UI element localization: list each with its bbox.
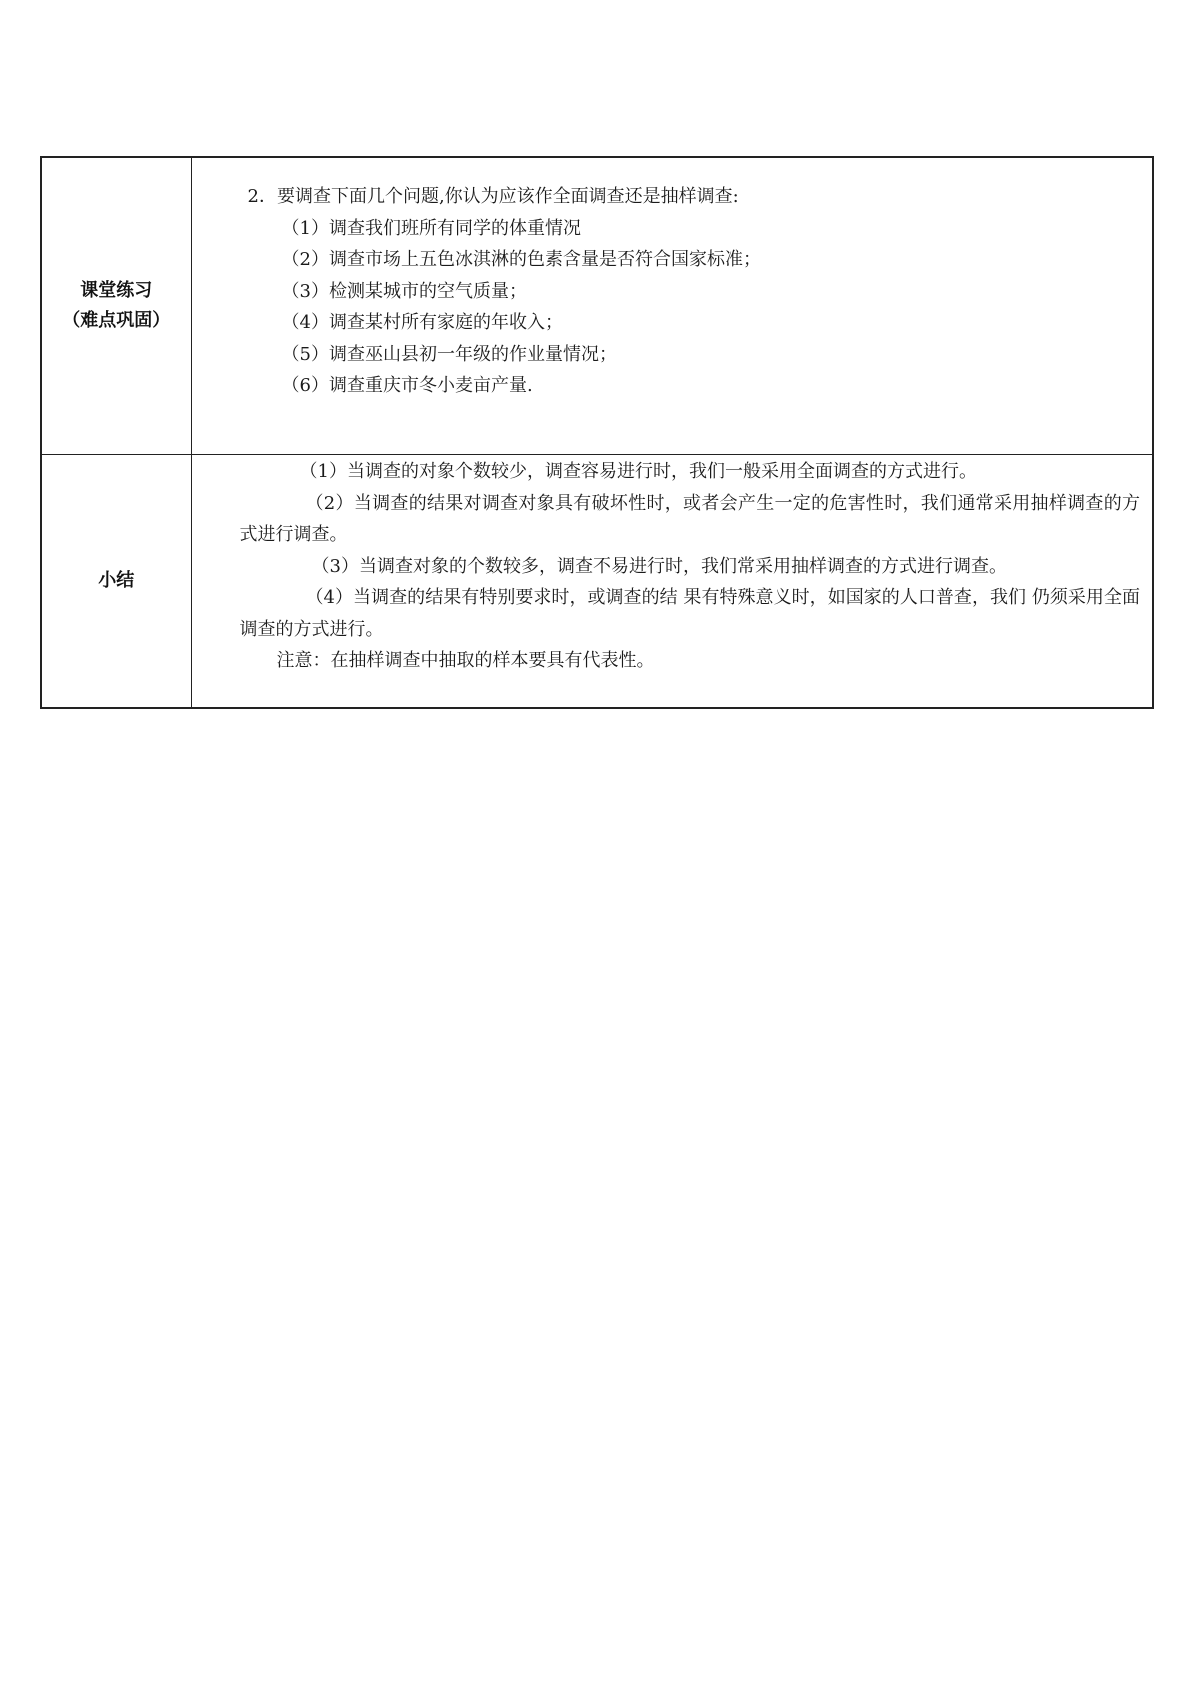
practice-row — [41, 157, 1153, 455]
summary-content-cell — [191, 455, 1153, 709]
practice-item-4: （4）调查某村所有家庭的年收入； — [281, 312, 563, 333]
summary-point-3: （3）当调查对象的个数较多，调查不易进行时，我们常采用抽样调查的方式进行调查。 — [311, 555, 1007, 577]
practice-item-2: （2）调查市场上五色冰淇淋的色素含量是否符合国家标准； — [281, 249, 761, 270]
practice-item-1: （1）调查我们班所有同学的体重情况 — [281, 217, 581, 239]
practice-content — [192, 158, 1153, 402]
summary-label: 小结 — [98, 570, 135, 591]
practice-item-5: （5）调查巫山县初一年级的作业量情况； — [281, 343, 617, 365]
practice-item-3: （3）检测某城市的空气质量； — [281, 280, 527, 302]
practice-label-subtitle: （难点巩固） — [62, 310, 171, 331]
summary-content — [192, 455, 1153, 677]
practice-item-6: （6）调查重庆市冬小麦亩产量. — [281, 375, 533, 396]
practice-label-title: 课堂练习 — [80, 280, 153, 301]
practice-content-cell — [191, 157, 1153, 455]
summary-point-4: （4）当调查的结果有特别要求时，或调查的结 果有特殊意义时，如国家的人口普查，我们 仍须采用全面调查的方式进行。 — [239, 587, 1140, 640]
practice-label-cell — [41, 157, 191, 455]
practice-question: 2．要调查下面几个问题,你认为应该作全面调查还是抽样调查: — [247, 186, 739, 207]
summary-point-2: （2）当调查的结果对调查对象具有破坏性时，或者会产生一定的危害性时，我们通常采用抽样调查的方式进行调查。 — [239, 492, 1140, 545]
summary-label-cell — [41, 455, 191, 709]
summary-point-1: （1）当调查的对象个数较少，调查容易进行时，我们一般采用全面调查的方式进行。 — [299, 461, 977, 482]
lesson-plan-table — [40, 156, 1154, 709]
summary-note: 注意：在抽样调查中抽取的样本要具有代表性。 — [276, 650, 655, 671]
summary-row — [41, 455, 1153, 709]
